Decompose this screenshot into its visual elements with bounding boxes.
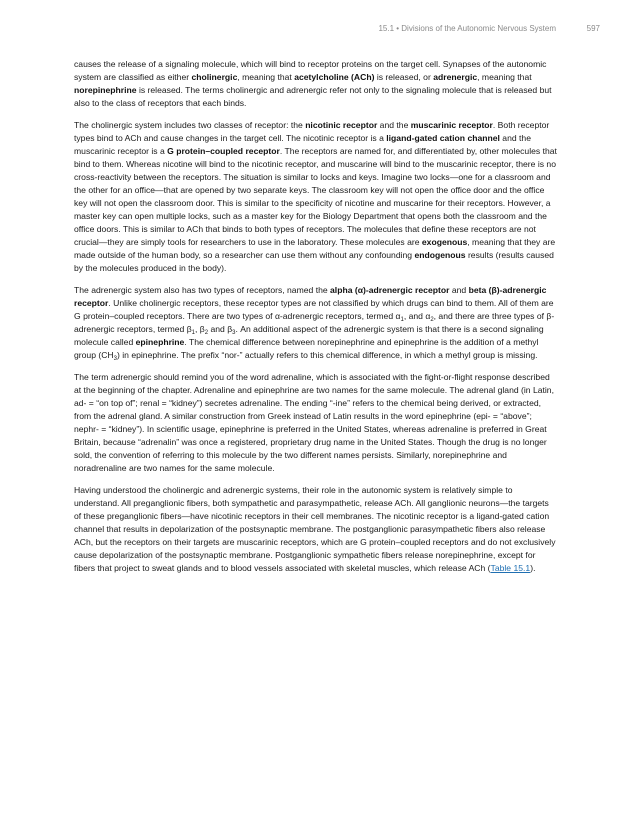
text-run: and xyxy=(449,285,469,295)
subscript: 1 xyxy=(191,330,196,336)
subscript: 3 xyxy=(113,356,117,362)
paragraph xyxy=(74,484,558,575)
key-term: nicotinic receptor xyxy=(305,120,378,130)
text-run: results (results caused by the molecules produced in the body). xyxy=(74,250,554,273)
key-term: endogenous xyxy=(414,250,466,260)
text-run: , and there are three types of β-adrenergic receptors, termed β xyxy=(74,311,555,334)
text-run: , β xyxy=(195,324,205,334)
text-run: and the muscarinic receptor is a xyxy=(74,133,531,156)
text-run: The term adrenergic should remind you of the word adrenaline, which is associated with the fight-or-flight response described at the beginning of the chapter. Adrenaline and epinephrine are two names for the same molecule. The adrenal gland (in Latin, ad- = “on top of”; renal = “kidney”) secretes adrenaline. The ending “-ine” refers to the chemical being derived, or extracted, from the adrenal gland. A similar construction from Greek instead of Latin results in the word epinephrine (epi- = “above”; nephr- = “kidney”). In scientific usage, epinephrine is preferred in the United States, whereas adrenaline is preferred in Great Britain, because “adrenalin” was once a registered, proprietary drug name in the United States. Though the drug is no longer sold, the convention of referring to this molecule by the two different names persists. Similarly, norepinephrine and noradrenaline are two names for the same molecule. xyxy=(74,372,554,473)
text-run: The cholinergic system includes two classes of receptor: the xyxy=(74,120,306,130)
key-term: muscarinic receptor xyxy=(410,120,493,130)
text-run: . Both receptor types bind to ACh and cause changes in the target cell. The nicotinic receptor is a xyxy=(74,120,550,143)
body-text xyxy=(74,58,558,584)
text-run: is released. The terms cholinergic and adrenergic refer not only to the signaling molecule that is released but also to the class of receptors that each binds. xyxy=(74,85,552,108)
text-run: , meaning that xyxy=(237,72,295,82)
text-run: , and α xyxy=(403,311,431,321)
key-term: ligand-gated cation channel xyxy=(386,133,500,143)
text-run: . The receptors are named for, and differentiated by, other molecules that bind to them. Whereas nicotine will bind to the nicotinic receptor, and muscarine will bind to the muscarinic receptor, there is no cross-reactivity between the receptors. The situation is similar to locks and keys. Imagine two locks—one for a classroom and the other for an office—that are opened by two separate keys. The classroom key will not open the office door and the office key will not open the classroom door. This is similar to the specificity of nicotine and muscarine for their receptors. However, a master key can open multiple locks, such as a master key for the Biology Department that opens both the classroom and the office doors. This is similar to ACh that binds to both types of receptors. The molecules that define these receptors are not crucial—they are simply tools for researchers to use in the laboratory. These molecules are xyxy=(74,146,557,247)
key-term: cholinergic xyxy=(191,72,238,82)
text-run: The adrenergic system also has two types of receptors, named the xyxy=(74,285,331,295)
table-reference-link[interactable]: Table 15.1 xyxy=(490,563,531,573)
text-run: ) in epinephrine. The prefix “nor-” actually refers to this chemical difference, in which a methyl group is missing. xyxy=(117,350,538,360)
text-run: . An additional aspect of the adrenergic system is that there is a second signaling molecule called xyxy=(74,324,544,347)
key-term: G protein–coupled receptor xyxy=(167,146,280,156)
key-term: alpha (α)-adrenergic receptor xyxy=(330,285,450,295)
text-run: Having understood the cholinergic and adrenergic systems, their role in the autonomic system is relatively simple to understand. All preganglionic fibers, both sympathetic and parasympathetic, release ACh. All ganglionic neurons—the targets of these preganglionic fibers—have nicotinic receptors in their cell membranes. The nicotinic receptor is a ligand-gated cation channel that results in depolarization of the postsynaptic membrane. The postganglionic parasympathetic fibers also release ACh, but the receptors on their targets are muscarinic receptors, which are G protein–coupled receptors and do not exclusively cause depolarization of the postsynaptic membrane. Postganglionic sympathetic fibers release norepinephrine, except for fibers that project to sweat glands and to blood vessels associated with skeletal muscles, which release ACh ( xyxy=(74,485,556,573)
text-run: is released, or xyxy=(374,72,434,82)
text-run: ). xyxy=(530,563,536,573)
subscript: 2 xyxy=(430,317,434,323)
subscript: 1 xyxy=(400,317,404,323)
text-run: . Unlike cholinergic receptors, these receptor types are not classified by which drugs can bind to them. All of them are G protein–coupled receptors. There are two types of α-adrenergic receptors, termed α xyxy=(74,298,554,321)
running-head-section: 15.1 • Divisions of the Autonomic Nervous System xyxy=(378,24,556,33)
paragraph xyxy=(74,119,558,275)
key-term: adrenergic xyxy=(433,72,478,82)
key-term: epinephrine xyxy=(135,337,185,347)
text-run: . The chemical difference between norepinephrine and epinephrine is the addition of a methyl group (CH xyxy=(74,337,539,360)
text-run: , meaning that they are made outside of the human body, so a researcher can use them without any confounding xyxy=(74,237,556,260)
page-header xyxy=(0,24,630,38)
paragraph xyxy=(74,371,558,475)
key-term: beta (β)-adrenergic receptor xyxy=(74,285,547,308)
key-term: exogenous xyxy=(421,237,468,247)
key-term: norepinephrine xyxy=(74,85,137,95)
text-run: , meaning that xyxy=(477,72,532,82)
text-run: causes the release of a signaling molecule, which will bind to receptor proteins on the target cell. Synapses of the autonomic system are classified as either xyxy=(74,59,547,82)
paragraph xyxy=(74,284,558,362)
text-run: and β xyxy=(208,324,233,334)
text-run: and the xyxy=(377,120,411,130)
page-number: 597 xyxy=(586,24,600,33)
subscript: 3 xyxy=(232,330,236,336)
subscript: 2 xyxy=(204,330,209,336)
paragraph xyxy=(74,58,558,110)
key-term: acetylcholine (ACh) xyxy=(294,72,375,82)
